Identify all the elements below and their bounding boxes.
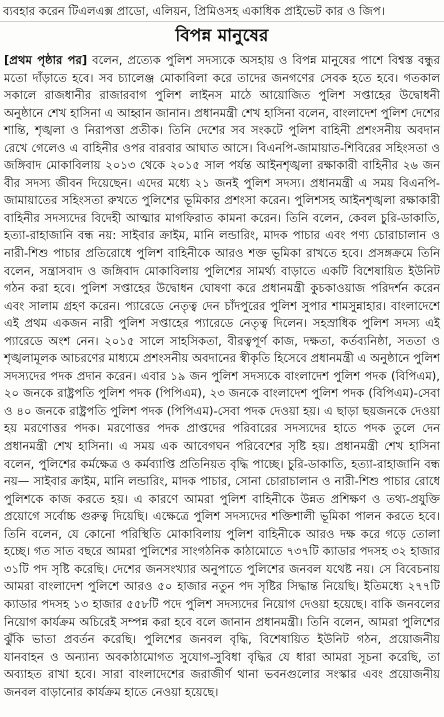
article-body xyxy=(4,52,440,701)
continued-label: [প্রথম পৃষ্ঠার পর] xyxy=(4,53,88,67)
headline: বিপন্ন মানুষের xyxy=(175,26,269,46)
article-text: বলেন, প্রত্যেক পুলিশ সদস্যকে অসহায় ও বিপন্ন মানুষের পাশে বিশ্বস্ত বন্ধুর মতো দাঁড়াতে হবে। সব চ্যালেঞ্জ মোকাবিলা করে তাদের জনগণের সেবক হতে হবে। গতকাল সকালে রাজধানীর রাজারবাগ পুলিশ লাইনস মাঠে আয়োজিত পুলিশ সপ্তাহের উদ্বোধনী অনুষ্ঠানে শেখ হাসিনা এ আহ্বান জানান। প্রধানমন্ত্রী শেখ হাসিনা বলেন, বাংলাদেশ পুলিশ দেশের শান্তি, শৃঙ্খলা ও নিরাপত্তা প্রতীক। তিনি দেশের সব সংকটে পুলিশ বাহিনী প্রশংসনীয় অবদান রেখে গেলেও এ বাহিনীর ওপর বারবার আঘাত আসে। বিএনপি-জামায়াত-শিবিরের সহিংসতা ও জঙ্গিবাদ মোকাবিলায় ২০১৩ থেকে ২০১৫ সাল পর্যন্ত আইনশৃঙ্খলা রক্ষাকারী বাহিনীর ২৬ জন বীর সদস্য জীবন দিয়েছেন। এদের মধ্যে ২১ জনই পুলিশ সদস্য। প্রধানমন্ত্রী এ সময় বিএনপি-জামায়াতের সহিংসতা রুখতে পুলিশের ভূমিকার প্রশংসা করেন। পুলিশসহ আইনশৃঙ্খলা রক্ষাকারী বাহিনীর সদস্যদের বিদেহী আত্মার মাগফিরাত কামনা করেন। তিনি বলেন, কেবল চুরি-ডাকাতি, হত্যা-রাহাজানি বন্ধ নয়: সাইবার ক্রাইম, মানি লন্ডারিং, মাদক পাচার এবং পণ্য চোরাচালান ও নারী-শিশু পাচার প্রতিরোধে পুলিশ বাহিনীকে আরও শক্ত ভূমিকা রাখতে হবে। প্রসঙ্গক্রমে তিনি বলেন, সন্ত্রাসবাদ ও জঙ্গিবাদ মোকাবিলায় পুলিশের সামর্থ্য বাড়াতে একটি বিশেষায়িত ইউনিট গঠন করা হবে। পুলিশ সপ্তাহের উদ্বোধন ঘোষণা করে প্রধানমন্ত্রী কুচকাওয়াজ পরিদর্শন করেন এবং সালাম গ্রহণ করেন। প্যারেডে নেতৃত্ব দেন চাঁদপুরের পুলিশ সুপার শামসুন্নাহার। বাংলাদেশে এই প্রথম একজন নারী পুলিশ সপ্তাহের প্যারেডে নেতৃত্ব দিলেন। সহস্রাধিক পুলিশ সদস্য এই প্যারেডে অংশ নেন। ২০১৫ সালে সাহসিকতা, বীরত্বপূর্ণ কাজ, দক্ষতা, কর্তব্যনিষ্ঠা, সততা ও শৃঙ্খলামূলক আচরণের মাধ্যমে প্রশংসনীয় অবদানের স্বীকৃতি হিসেবে প্রধানমন্ত্রী এ অনুষ্ঠানে পুলিশ সদস্যদের পদক প্রদান করেন। এবার ১৯ জন পুলিশ সদস্যকে বাংলাদেশ পুলিশ পদক (বিপিএম), ২০ জনকে রাষ্ট্রপতি পুলিশ পদক (পিপিএম), ২৩ জনকে বাংলাদেশ পুলিশ পদক (বিপিএম)-সেবা ও ৪০ জনকে রাষ্ট্রপতি পুলিশ পদক (পিপিএম)-সেবা পদক দেওয়া হয়। এ ছাড়া ছয়জনকে দেওয়া হয় মরণোত্তর পদক। মরণোত্তর পদক প্রাপ্তদের পরিবারের সদস্যদের হাতে পদক তুলে দেন প্রধানমন্ত্রী শেখ হাসিনা। এ সময় এক আবেগঘন পরিবেশের সৃষ্টি হয়। প্রধানমন্ত্রী শেখ হাসিনা বলেন, পুলিশের কর্মক্ষেত্র ও কর্মব্যাপ্তি প্রতিনিয়ত বৃদ্ধি পাচ্ছে। চুরি-ডাকাতি, হত্যা-রাহাজানি বন্ধ নয়— সাইবার ক্রাইম, মানি লন্ডারিং, মাদক পাচার, সোনা চোরাচালান ও নারী-শিশু পাচার রোধে পুলিশকে কাজ করতে হয়। এ কারণে আমরা পুলিশ বাহিনীকে উন্নত প্রশিক্ষণ ও তথ্য-প্রযুক্তি প্রয়োগে সর্বোচ্চ গুরুত্ব দিয়েছি। এক্ষেত্রে পুলিশ সদস্যদের শক্তিশালী ভূমিকা পালন করতে হবে। তিনি বলেন, যে কোনো পরিস্থিতি মোকাবিলায় পুলিশ বাহিনীকে আরও দক্ষ করে গড়ে তোলা হচ্ছে। গত সাত বছরে আমরা পুলিশের সাংগঠনিক কাঠামোতে ৭৩৭টি ক্যাডার পদসহ ৩২ হাজার ৩১টি পদ সৃষ্টি করেছি। দেশের জনসংখ্যার অনুপাতে পুলিশের জনবল যথেষ্ট নয়। সে বিবেচনায় আমরা বাংলাদেশ পুলিশে আরও ৫০ হাজার নতুন পদ সৃষ্টির সিদ্ধান্ত নিয়েছি। ইতিমধ্যে ২৭৭টি ক্যাডার পদসহ ১৩ হাজার ৫৫৮টি পদে পুলিশ সদস্যদের নিয়োগ দেওয়া হয়েছে। বাকি জনবলের নিয়োগ কার্যক্রম অচিরেই সম্পন্ন করা হবে বলে জানান প্রধানমন্ত্রী। তিনি বলেন, আমরা পুলিশের ঝুঁকি ভাতা প্রবর্তন করেছি। পুলিশের জনবল বৃদ্ধি, বিশেষায়িত ইউনিট গঠন, প্রয়োজনীয় যানবাহন ও অন্যান্য অবকাঠামোগত সুযোগ-সুবিধা বৃদ্ধির যে ধারা আমরা সূচনা করেছি, তা অব্যাহত রাখা হবে। সারা বাংলাদেশের জরাজীর্ণ থানা ভবনগুলোর সংস্কার এবং প্রয়োজনীয় জনবল বাড়ানোর কার্যক্রম হাতে নেওয়া হয়েছে। xyxy=(4,53,440,699)
previous-article-tail: ব্যবহার করেন টিএলএক্স প্রাডো, এলিয়ন, প্রিমিওসহ একাধিক প্রাইভেট কার ও জিপ। xyxy=(3,4,385,18)
